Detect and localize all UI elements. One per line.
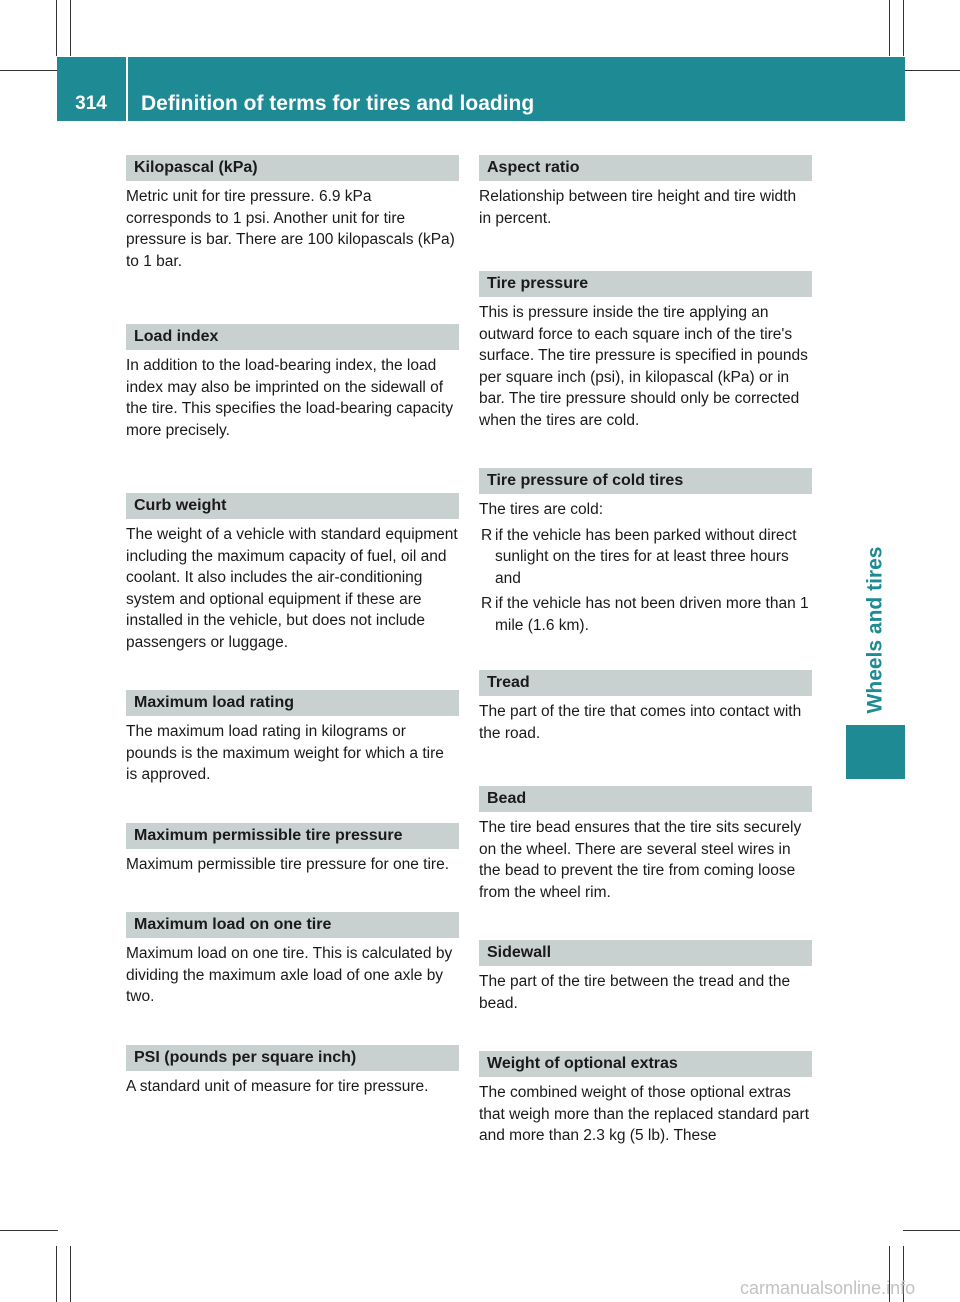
crop-mark <box>70 1246 71 1302</box>
page-number: 314 <box>75 93 107 114</box>
section-body: This is pressure inside the tire applying an outward force to each square inch of the tire's surface. The tire pressure is specified in pounds per square inch (psi), in kilopascal (kPa) or in bar. The tire pressure should only be corrected when the tires are cold. <box>479 304 808 429</box>
crop-mark <box>903 0 904 56</box>
list-item <box>479 593 812 636</box>
section-heading: Tire pressure <box>479 271 812 297</box>
section-psi <box>126 1045 459 1098</box>
chapter-tab <box>846 540 905 720</box>
section-body: The combined weight of those optional extras that weigh more than the replaced standard part and more than 2.3 kg (5 lb). These <box>479 1084 810 1144</box>
section-body: Metric unit for tire pressure. 6.9 kPa corresponds to 1 psi. Another unit for tire pressure is bar. There are 100 kilopascals (kPa) to 1 bar. <box>126 188 455 270</box>
section-heading: Tire pressure of cold tires <box>479 468 812 494</box>
section-heading: Maximum load rating <box>126 690 459 716</box>
right-column <box>479 155 812 1147</box>
section-body: The tire bead ensures that the tire sits securely on the wheel. There are several steel wires in the bead to prevent the tire from coming loose from the wheel rim. <box>479 819 802 901</box>
section-heading: Bead <box>479 786 812 812</box>
section-cold-tires <box>479 468 812 636</box>
section-body: Maximum load on one tire. This is calculated by dividing the maximum axle load of one axle by two. <box>126 945 453 1005</box>
crop-mark <box>0 1230 58 1231</box>
section-kilopascal <box>126 155 459 272</box>
section-optional-extras <box>479 1051 812 1147</box>
section-body: The weight of a vehicle with standard equipment including the maximum capacity of fuel, oil and coolant. It also includes the air-conditioning system and optional equipment if these are installed in the vehicle, but does not include passengers or luggage. <box>126 526 458 651</box>
section-body: Maximum permissible tire pressure for one tire. <box>126 855 450 873</box>
section-intro: The tires are cold: <box>479 501 604 518</box>
list-item-text: if the vehicle has not been driven more than 1 mile (1.6 km). <box>495 595 809 634</box>
section-body: The maximum load rating in kilograms or pounds is the maximum weight for which a tire is approved. <box>126 723 444 783</box>
section-maximum-tire-pressure <box>126 823 459 876</box>
section-body: Relationship between tire height and tire width in percent. <box>479 188 797 227</box>
left-column <box>126 155 459 1097</box>
section-heading: Maximum load on one tire <box>126 912 459 938</box>
section-curb-weight <box>126 493 459 653</box>
crop-mark <box>903 1230 960 1231</box>
crop-mark <box>0 70 58 71</box>
section-heading: Maximum permissible tire pressure <box>126 823 459 849</box>
crop-mark <box>889 0 890 56</box>
section-body: In addition to the load-bearing index, the load index may also be imprinted on the sidewall of the tire. This specifies the load-bearing capacity more precisely. <box>126 357 454 439</box>
chapter-tab-label: Wheels and tires <box>863 546 887 714</box>
section-heading: PSI (pounds per square inch) <box>126 1045 459 1071</box>
section-heading: Sidewall <box>479 940 812 966</box>
section-load-index <box>126 324 459 441</box>
section-body: A standard unit of measure for tire pressure. <box>126 1077 429 1095</box>
bullet-icon: R <box>481 526 493 544</box>
section-bead <box>479 786 812 903</box>
list-item <box>479 525 812 590</box>
section-heading: Load index <box>126 324 459 350</box>
section-heading: Weight of optional extras <box>479 1051 812 1077</box>
section-maximum-load-rating <box>126 690 459 786</box>
section-sidewall <box>479 940 812 1014</box>
section-body: The part of the tire between the tread and the bead. <box>479 973 791 1012</box>
section-heading: Tread <box>479 670 812 696</box>
section-tread <box>479 670 812 744</box>
section-heading: Kilopascal (kPa) <box>126 155 459 181</box>
crop-mark <box>56 0 57 56</box>
crop-mark <box>70 0 71 56</box>
crop-mark <box>903 70 960 71</box>
section-tire-pressure <box>479 271 812 431</box>
section-heading: Aspect ratio <box>479 155 812 181</box>
section-aspect-ratio <box>479 155 812 229</box>
list-item-text: if the vehicle has been parked without direct sunlight on the tires for at least three hours and <box>495 526 797 587</box>
section-body: The part of the tire that comes into contact with the road. <box>479 703 802 742</box>
section-maximum-load-one-tire <box>126 912 459 1008</box>
header-divider <box>126 57 128 121</box>
crop-mark <box>56 1246 57 1302</box>
chapter-tab-marker <box>846 725 905 779</box>
bullet-list <box>479 525 812 637</box>
section-heading: Curb weight <box>126 493 459 519</box>
watermark: carmanualsonline.info <box>740 1277 916 1298</box>
page-title: Definition of terms for tires and loading <box>141 92 535 115</box>
bullet-icon: R <box>481 595 493 612</box>
